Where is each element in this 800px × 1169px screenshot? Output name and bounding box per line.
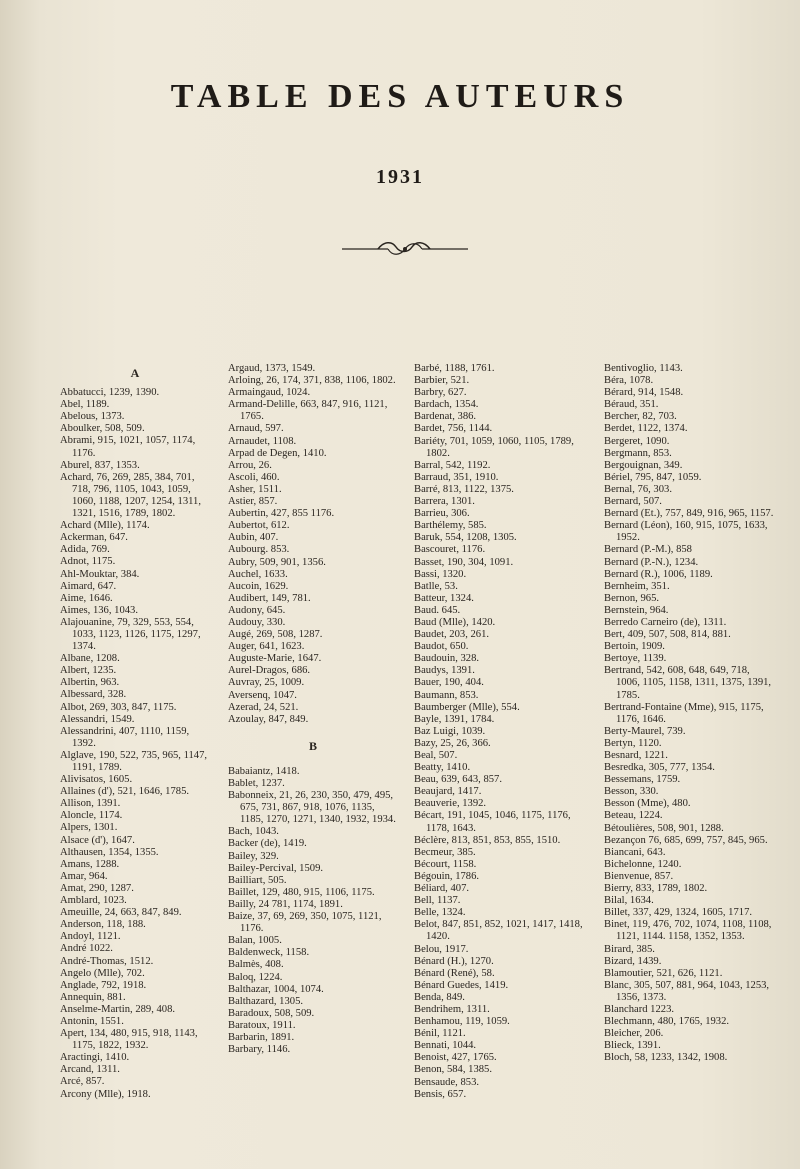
year-heading: 1931 [376, 166, 424, 188]
author-entry: Blamoutier, 521, 626, 1121. [604, 967, 723, 979]
author-entry: Azerad, 24, 521. [228, 701, 299, 713]
author-entry: Adida, 769. [60, 544, 110, 556]
author-entry: Babaiantz, 1418. [228, 765, 300, 777]
author-entry: Baudet, 203, 261. [414, 629, 490, 641]
author-entry: Bilal, 1634. [604, 895, 654, 907]
author-entry: Blieck, 1391. [604, 1040, 661, 1052]
author-entry: Berty-Maurel, 739. [604, 725, 686, 737]
author-entry: Biancani, 643. [604, 846, 666, 858]
author-entry: Béliard, 407. [414, 883, 470, 895]
author-entry: Anglade, 792, 1918. [60, 979, 147, 991]
author-entry: Bichelonne, 1240. [604, 858, 682, 870]
author-entry: Audibert, 149, 781. [228, 592, 311, 604]
author-entry: Bécourt, 1158. [414, 858, 477, 870]
author-entry: Bensaude, 853. [414, 1076, 480, 1088]
author-entry: Babonneix, 21, 26, 230, 350, 479, 495, 675, 731, 867, 918, 1076, 1135, 1185, 1270, 1271, 1340, 1932, 1934. [228, 790, 396, 826]
author-entry: Bertoye, 1139. [604, 653, 667, 665]
author-entry: Armand-Delille, 663, 847, 916, 1121, 1765. [228, 399, 388, 423]
author-entry: Bailliart, 505. [228, 874, 287, 886]
author-entry: Baldenweck, 1158. [228, 947, 310, 959]
author-entry: Bénard Guedes, 1419. [414, 979, 509, 991]
author-entry: Aboulker, 508, 509. [60, 423, 145, 435]
author-entry: Ackerman, 647. [60, 532, 128, 544]
author-entry: Beatty, 1410. [414, 762, 471, 774]
index-column-3 [414, 363, 592, 1101]
author-entry: Anselme-Martin, 289, 408. [60, 1003, 176, 1015]
author-entry: André 1022. [60, 943, 113, 955]
author-entry: Achard, 76, 269, 285, 384, 701, 718, 796, 1105, 1043, 1059, 1060, 1188, 1207, 1254, 1311, 1321, 1516, 1789, 1802. [60, 471, 201, 520]
author-entry: Bierry, 833, 1789, 1802. [604, 883, 708, 895]
author-entry: Aurel-Dragos, 686. [228, 665, 311, 677]
section-letter: A [130, 366, 140, 380]
author-entry: Arnaudet, 1108. [228, 435, 297, 447]
author-entry: Bernard (Et.), 757, 849, 916, 965, 1157. [604, 508, 774, 520]
author-entry: Bérard, 914, 1548. [604, 387, 684, 399]
author-entry: Bénard (H.), 1270. [414, 955, 494, 967]
author-entry: Bensis, 657. [414, 1088, 467, 1100]
author-entry: Bleicher, 206. [604, 1028, 664, 1040]
author-entry: Auvray, 25, 1009. [228, 677, 305, 689]
author-entry: Angelo (Mlle), 702. [60, 967, 145, 979]
author-entry: Baize, 37, 69, 269, 350, 1075, 1121, 1176. [228, 911, 382, 935]
author-entry: Béraud, 351. [604, 399, 659, 411]
author-entry: Bégouin, 1786. [414, 870, 480, 882]
author-entry: Aimard, 647. [60, 580, 117, 592]
author-entry: Arcand, 1311. [60, 1064, 120, 1076]
author-entry: Auchel, 1633. [228, 568, 288, 580]
author-entry: Blanc, 305, 507, 881, 964, 1043, 1253, 1356, 1373. [604, 979, 770, 1003]
author-entry: Bertoin, 1909. [604, 641, 665, 653]
author-entry: Basset, 190, 304, 1091. [414, 556, 514, 568]
author-entry: Aractingi, 1410. [60, 1052, 130, 1064]
author-entry: Bernstein, 964. [604, 604, 669, 616]
author-entry: Belle, 1324. [414, 907, 466, 919]
author-entry: Apert, 134, 480, 915, 918, 1143, 1175, 1822, 1932. [60, 1028, 198, 1052]
author-entry: Barbé, 1188, 1761. [414, 363, 495, 374]
author-entry: Bennati, 1044. [414, 1040, 477, 1052]
author-entry: Baumberger (Mlle), 554. [414, 701, 520, 713]
author-entry: Balthazar, 1004, 1074. [228, 983, 324, 995]
author-entry: Auger, 641, 1623. [228, 641, 305, 653]
author-entry: Bardach, 1354. [414, 399, 479, 411]
author-entry: Antonin, 1551. [60, 1015, 124, 1027]
author-entry: Benda, 849. [414, 991, 465, 1003]
author-entry: Barrera, 1301. [414, 496, 475, 508]
author-entry: Bardenat, 386. [414, 411, 477, 423]
author-entry: Alessandrini, 407, 1110, 1159, 1392. [60, 725, 190, 749]
author-entry: Asher, 1511. [228, 483, 282, 495]
author-entry: Baud (Mlle), 1420. [414, 616, 496, 628]
author-entry: Barbier, 521. [414, 375, 470, 387]
author-entry: Beal, 507. [414, 750, 458, 761]
author-entry: Allaines (d'), 521, 1646, 1785. [60, 786, 190, 798]
author-entry: Aubin, 407. [228, 532, 279, 544]
author-entry: Albot, 269, 303, 847, 1175. [60, 701, 177, 713]
author-entry: Bernard (R.), 1006, 1189. [604, 568, 713, 580]
author-entry: Bariéty, 701, 1059, 1060, 1105, 1789, 1802. [414, 435, 574, 459]
author-entry: Bessemans, 1759. [604, 774, 681, 786]
author-entry: Bernon, 965. [604, 592, 660, 604]
author-entry: Bétoulières, 508, 901, 1288. [604, 822, 724, 834]
author-entry: Bardet, 756, 1144. [414, 423, 493, 435]
author-entry: Béclère, 813, 851, 853, 855, 1510. [414, 834, 561, 846]
author-entry: Besnard, 1221. [604, 750, 668, 761]
author-entry: Argaud, 1373, 1549. [228, 363, 316, 374]
author-entry: Aloncle, 1174. [60, 810, 123, 822]
author-entry: Barbry, 627. [414, 387, 467, 399]
author-entry: Bauer, 190, 404. [414, 677, 484, 689]
author-entry: Bassi, 1320. [414, 568, 467, 580]
index-column-4 [604, 363, 774, 1064]
author-entry: Aime, 1646. [60, 592, 113, 604]
author-entry: Amblard, 1023. [60, 895, 127, 907]
author-entry: Baumann, 853. [414, 689, 479, 701]
author-entry: Aucoin, 1629. [228, 580, 289, 592]
author-entry: Arcé, 857. [60, 1076, 105, 1088]
author-entry: Bernard (Léon), 160, 915, 1075, 1633, 1952. [604, 520, 768, 544]
author-entry: Bernard (P.-M.), 858 [604, 544, 692, 556]
author-entry: Bertrand, 542, 608, 648, 649, 718, 1006, 1105, 1158, 1311, 1375, 1391, 1785. [604, 665, 772, 701]
author-entry: Baudot, 650. [414, 641, 469, 653]
section-letter: B [308, 738, 317, 753]
author-entry: Blanchard 1223. [604, 1003, 675, 1015]
index-column-2 [228, 363, 398, 1056]
author-entry: Bénard (René), 58. [414, 967, 495, 979]
author-entry: Aversenq, 1047. [228, 689, 297, 701]
author-entry: Armaingaud, 1024. [228, 387, 311, 399]
author-entry: Besredka, 305, 777, 1354. [604, 762, 715, 774]
author-entry: Baudys, 1391. [414, 665, 475, 677]
author-entry: Arcony (Mlle), 1918. [60, 1088, 151, 1100]
ornament-divider-icon [340, 238, 470, 260]
author-entry: Bach, 1043. [228, 826, 279, 838]
author-entry: Baradoux, 508, 509. [228, 1007, 315, 1019]
author-entry: Aubourg. 853. [228, 544, 290, 556]
author-entry: Audouy, 330. [228, 616, 286, 628]
author-entry: Bergouignan, 349. [604, 459, 683, 471]
author-entry: Bayle, 1391, 1784. [414, 713, 495, 725]
author-entry: Adnot, 1175. [60, 556, 116, 568]
author-entry: Batteur, 1324. [414, 592, 474, 604]
author-entry: Bernal, 76, 303. [604, 483, 672, 495]
author-entry: Ameuille, 24, 663, 847, 849. [60, 907, 182, 919]
author-entry: Augé, 269, 508, 1287. [228, 629, 323, 641]
author-entry: Balthazard, 1305. [228, 995, 304, 1007]
index-column-1 [60, 363, 210, 1101]
author-entry: Besson, 330. [604, 786, 659, 798]
author-entry: Berdet, 1122, 1374. [604, 423, 688, 435]
author-entry: Allison, 1391. [60, 798, 121, 810]
author-entry: Albertin, 963. [60, 677, 120, 689]
author-entry: Benoist, 427, 1765. [414, 1052, 497, 1064]
author-entry: Arloing, 26, 174, 371, 838, 1106, 1802. [228, 375, 396, 387]
author-entry: Annequin, 881. [60, 991, 126, 1003]
author-entry: Azoulay, 847, 849. [228, 713, 309, 725]
author-entry: Benhamou, 119, 1059. [414, 1016, 510, 1028]
author-entry: Auguste-Marie, 1647. [228, 653, 322, 665]
author-entry: André-Thomas, 1512. [60, 955, 154, 967]
author-entry: Audony, 645. [228, 604, 286, 616]
author-entry: Belot, 847, 851, 852, 1021, 1417, 1418, 1420. [414, 919, 583, 943]
author-entry: Bert, 409, 507, 508, 814, 881. [604, 629, 731, 641]
author-entry: Bienvenue, 857. [604, 870, 674, 882]
author-entry: Astier, 857. [228, 496, 278, 508]
author-entry: Aimes, 136, 1043. [60, 604, 138, 616]
author-entry: Bercher, 82, 703. [604, 411, 677, 423]
author-entry: Amat, 290, 1287. [60, 882, 134, 894]
author-entry: Belou, 1917. [414, 943, 469, 955]
author-entry: Alsace (d'), 1647. [60, 834, 135, 846]
author-entry: Albessard, 328. [60, 689, 127, 701]
author-entry: Barré, 813, 1122, 1375. [414, 483, 514, 495]
author-entry: Baudouin, 328. [414, 653, 480, 665]
author-entry: Alpers, 1301. [60, 822, 118, 834]
author-entry: Baillet, 129, 480, 915, 1106, 1175. [228, 886, 375, 898]
author-entry: Arnaud, 597. [228, 423, 284, 435]
author-entry: Aubertin, 427, 855 1176. [228, 508, 335, 520]
author-entry: Binet, 119, 476, 702, 1074, 1108, 1108, 1121, 1144. 1158, 1352, 1353. [604, 919, 772, 943]
author-entry: Batlle, 53. [414, 580, 458, 592]
author-entry: Becmeur, 385. [414, 846, 476, 858]
author-entry: Bernheim, 351. [604, 580, 670, 592]
author-entry: Bernard, 507. [604, 496, 662, 508]
author-entry: Blechmann, 480, 1765, 1932. [604, 1016, 730, 1028]
author-entry: Barthélemy, 585. [414, 520, 487, 532]
author-entry: Bezançon 76, 685, 699, 757, 845, 965. [604, 834, 768, 846]
author-entry: Baud. 645. [414, 604, 461, 616]
author-entry: Anderson, 118, 188. [60, 919, 146, 931]
author-entry: Andoyl, 1121. [60, 931, 121, 943]
author-entry: Alessandri, 1549. [60, 713, 135, 725]
author-entry: Beaujard, 1417. [414, 786, 482, 798]
author-entry: Béra, 1078. [604, 375, 654, 387]
author-entry: Ascoli, 460. [228, 471, 280, 483]
author-entry: Bascouret, 1176. [414, 544, 486, 556]
author-entry: Barbarin, 1891. [228, 1031, 295, 1043]
author-entry: Bailey-Percival, 1509. [228, 862, 324, 874]
author-entry: Abelous, 1373. [60, 411, 125, 423]
author-entry: Barrieu, 306. [414, 508, 470, 520]
author-entry: Balmès, 408. [228, 959, 284, 971]
author-entry: Baloq, 1224. [228, 971, 283, 983]
author-entry: Benon, 584, 1385. [414, 1064, 492, 1076]
author-entry: Beteau, 1224. [604, 810, 663, 822]
author-entry: Albert, 1235. [60, 665, 117, 677]
author-entry: Bertyn, 1120. [604, 737, 662, 749]
author-entry: Beau, 639, 643, 857. [414, 774, 502, 786]
author-entry: Abel, 1189. [60, 399, 110, 411]
author-entry: Bizard, 1439. [604, 955, 662, 967]
author-entry: Barral, 542, 1192. [414, 459, 491, 471]
author-entry: Bécart, 191, 1045, 1046, 1175, 1176, 1178, 1643. [414, 810, 571, 834]
author-entry: Alivisatos, 1605. [60, 774, 133, 786]
author-entry: Bergmann, 853. [604, 447, 672, 459]
page-title: TABLE DES AUTEURS [170, 78, 630, 115]
author-entry: Bertrand-Fontaine (Mme), 915, 1175, 1176, 1646. [604, 701, 764, 725]
author-entry: Bloch, 58, 1233, 1342, 1908. [604, 1052, 728, 1064]
author-entry: Achard (Mlle), 1174. [60, 520, 150, 532]
author-entry: Alglave, 190, 522, 735, 965, 1147, 1191, 1789. [60, 749, 208, 773]
author-entry: Althausen, 1354, 1355. [60, 846, 159, 858]
author-entry: Bazy, 25, 26, 366. [414, 737, 491, 749]
author-entry: Aubertot, 612. [228, 520, 290, 532]
author-entry: Bailly, 24 781, 1174, 1891. [228, 898, 343, 910]
author-entry: Aubry, 509, 901, 1356. [228, 556, 326, 568]
author-entry: Baratoux, 1911. [228, 1019, 296, 1031]
author-entry: Albane, 1208. [60, 653, 120, 665]
author-entry: Arpad de Degen, 1410. [228, 447, 327, 459]
author-entry: Bailey, 329. [228, 850, 279, 862]
author-entry: Abrami, 915, 1021, 1057, 1174, 1176. [60, 435, 196, 459]
author-entry: Baz Luigi, 1039. [414, 725, 486, 737]
author-entry: Besson (Mme), 480. [604, 798, 691, 810]
author-entry: Balan, 1005. [228, 935, 282, 947]
author-entry: Arrou, 26. [228, 459, 272, 471]
author-entry: Abbatucci, 1239, 1390. [60, 387, 160, 399]
author-entry: Amans, 1288. [60, 858, 120, 870]
author-entry: Ahl-Mouktar, 384. [60, 568, 140, 580]
author-entry: Bergeret, 1090. [604, 435, 670, 447]
author-entry: Amar, 964. [60, 870, 108, 882]
author-entry: Bénil, 1121. [414, 1028, 466, 1040]
author-entry: Bériel, 795, 847, 1059. [604, 471, 702, 483]
author-entry: Bernard (P.-N.), 1234. [604, 556, 699, 568]
author-entry: Alajouanine, 79, 329, 553, 554, 1033, 1123, 1126, 1175, 1297, 1374. [60, 616, 201, 653]
author-entry: Berredo Carneiro (de), 1311. [604, 616, 727, 628]
author-entry: Baruk, 554, 1208, 1305. [414, 532, 517, 544]
author-entry: Aburel, 837, 1353. [60, 459, 140, 471]
author-entry: Billet, 337, 429, 1324, 1605, 1717. [604, 907, 753, 919]
author-entry: Bablet, 1237. [228, 778, 285, 789]
author-entry: Bentivoglio, 1143. [604, 363, 683, 374]
author-entry: Birard, 385. [604, 943, 655, 955]
author-entry: Barraud, 351, 1910. [414, 471, 499, 483]
author-entry: Barbary, 1146. [228, 1044, 291, 1056]
author-entry: Beauverie, 1392. [414, 798, 487, 810]
author-entry: Backer (de), 1419. [228, 838, 307, 850]
author-entry: Bell, 1137. [414, 895, 461, 907]
author-entry: Bendrihem, 1311. [414, 1003, 490, 1015]
